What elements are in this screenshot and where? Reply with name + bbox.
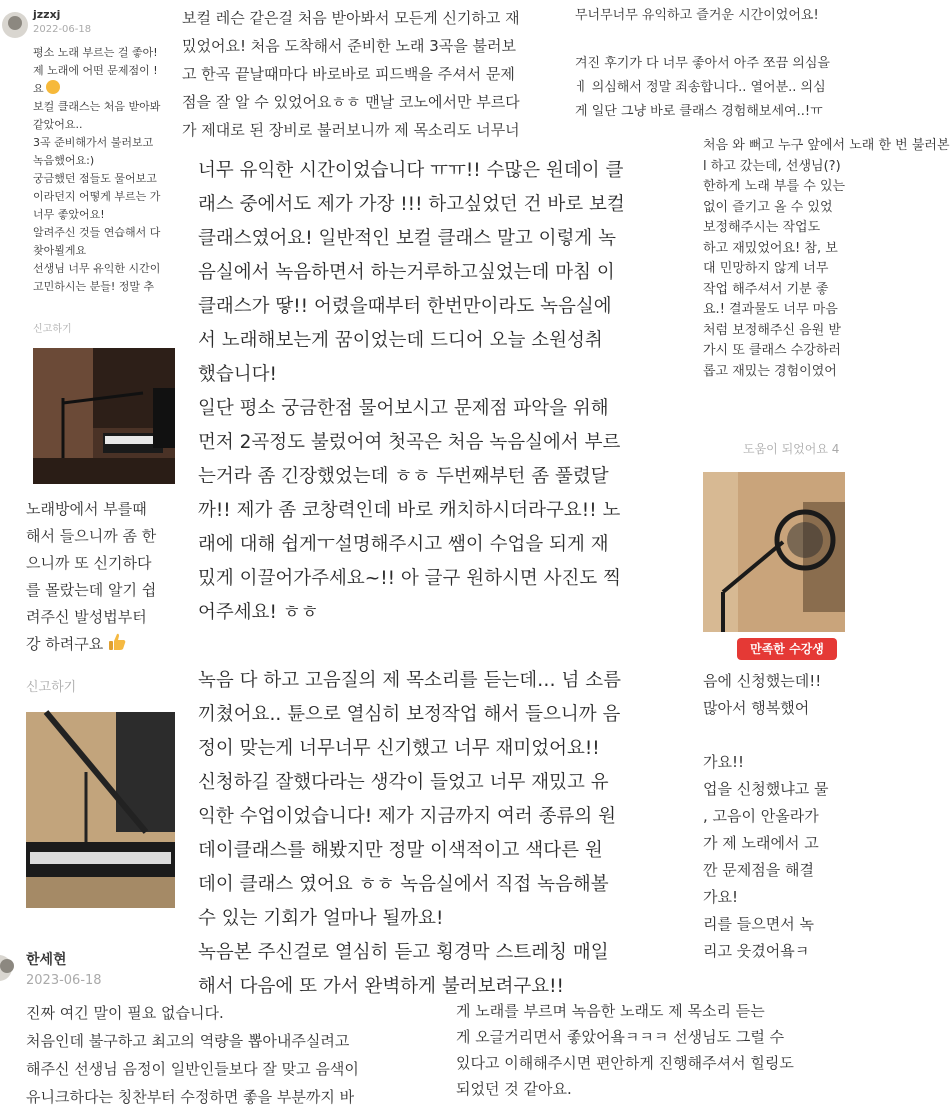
report-link[interactable]: 신고하기: [33, 324, 72, 335]
review-line: 녹음 다 하고 고음질의 제 목소리를 듣는데… 넘 소름: [198, 670, 621, 691]
review-line: l 하고 갔는데, 선생님(?): [703, 158, 841, 174]
review-line: 는거라 좀 긴장했었는데 ㅎㅎ 두번째부턴 좀 풀렸달: [198, 466, 609, 487]
review-line: 제 노래에 어떤 문제점이 !: [33, 64, 158, 77]
review-line: 게 일단 그냥 바로 클래스 경험해보세여..!ㅠ: [575, 104, 823, 119]
review-line: 익한 수업이었습니다! 제가 지금까지 여러 종류의 원: [198, 806, 616, 827]
review-line: 으니까 또 신기하다: [26, 554, 152, 572]
review-text: [26, 999, 359, 1111]
review-line: 데이클래스를 해봤지만 정말 이색적이고 색다른 원: [198, 840, 603, 861]
review-line: 서 노래해보는게 꿈이었는데 드디어 오늘 소원성취: [198, 330, 603, 351]
review-photo-microphone[interactable]: [703, 472, 845, 632]
review-line: 가 제 노래에서 고: [703, 834, 819, 852]
review-text-continued: [703, 136, 950, 382]
bottom-right-review-card: [440, 998, 860, 1100]
review-line: 려주신 발성법부터: [26, 608, 147, 626]
thumbs-up-icon: [107, 632, 127, 661]
review-text: [575, 4, 830, 124]
review-line: 음실에서 녹음하면서 하는거루하고싶었는데 마침 이: [198, 262, 615, 283]
review-line: 강 하려구요: [26, 631, 156, 661]
review-line: 작업 해주셔서 기분 좋: [703, 281, 829, 297]
review-photo-studio[interactable]: [33, 348, 175, 484]
review-line: 어주세요! ㅎㅎ: [198, 602, 319, 623]
review-text: [456, 998, 794, 1102]
review-line: 처음인데 불구하고 최고의 역량을 뽑아내주실려고: [26, 1032, 350, 1050]
review-line: [703, 722, 828, 749]
review-line: [575, 28, 830, 52]
review-line: 깐 문제점을 해결: [703, 861, 814, 879]
review-line: 궁금했던 점들도 물어보고: [33, 172, 157, 185]
review-line: 한하게 노래 부를 수 있는: [703, 179, 846, 194]
review-line: 같았어요..: [33, 118, 83, 131]
username: 한세현: [26, 952, 67, 968]
review-line: 유니크하다는 칭찬부터 수정하면 좋을 부분까지 바: [26, 1088, 355, 1106]
review-line: 데이 클래스 였어요 ㅎㅎ 녹음실에서 직접 녹음해볼: [198, 874, 609, 895]
helpful-count[interactable]: 도움이 되었어요 4: [743, 442, 840, 456]
review-paragraph-2: [198, 392, 621, 630]
review-line: 있다고 이해해주시면 편안하게 진행해주셔서 힐링도: [456, 1054, 794, 1072]
review-line: 되었던 것 같아요.: [456, 1080, 572, 1098]
review-line: 3곡 준비해가서 불러보고: [33, 136, 154, 149]
review-paragraph-3: [198, 664, 621, 1004]
review-line: 가요!!: [703, 753, 745, 771]
review-line: 신청하길 잘했다라는 생각이 들었고 너무 재밌고 유: [198, 772, 609, 793]
avatar: [2, 12, 28, 38]
review-line: 선생님 너무 유익한 시간이: [33, 262, 161, 275]
review-line: 게 노래를 부르며 녹음한 노래도 제 목소리 듣는: [456, 1002, 765, 1020]
review-text-more: [703, 668, 828, 965]
review-line: 래에 대해 쉽게ㅜ설명해주시고 쌤이 수업을 되게 재: [198, 534, 609, 555]
review-line: 없이 즐기고 올 수 있었: [703, 199, 833, 215]
review-line: 해서 다음에 또 가서 완벽하게 불러보려구요!!: [198, 976, 564, 997]
satisfied-student-badge: 만족한 수강생: [737, 638, 837, 660]
review-line: 너무 유익한 시간이었습니다 ㅠㅠ!! 수많은 원데이 클: [198, 160, 624, 181]
review-line: 가시 또 클래스 수강하러: [703, 343, 841, 358]
review-line: 업을 신청했냐고 물: [703, 780, 829, 798]
review-line: 먼저 2곡정도 불렀어여 첫곡은 처음 녹음실에서 부르: [198, 432, 621, 453]
review-line: 많아서 행복했어: [703, 699, 810, 717]
review-line: 리를 들으면서 녹: [703, 915, 814, 933]
review-line: 평소 노래 부르는 걸 좋아!: [33, 46, 158, 59]
username: jzzxj: [33, 8, 61, 21]
review-line: 대 민망하지 않게 너무: [703, 261, 829, 276]
review-line: 알려주신 것들 연습해서 다: [33, 226, 161, 239]
review-line: 점을 잘 알 수 있었어요ㅎㅎ 맨날 코노에서만 부르다: [182, 93, 520, 111]
studio-photo-drawing: [33, 348, 175, 484]
review-line: 보컬 레슨 같은걸 처음 받아봐서 모든게 신기하고 재: [182, 9, 520, 27]
review-line: 클래스가 땋!! 어렸을때부터 한번만이라도 녹음실에: [198, 296, 612, 317]
review-line: 수 있는 기회가 얼마나 될까요!: [198, 908, 444, 929]
review-line: 녹음본 주신걸로 열심히 듣고 횡경막 스트레칭 매일: [198, 942, 609, 963]
review-line: 하고 재밌었어요! 참, 보: [703, 240, 838, 256]
review-line: 무너무너무 유익하고 즐거운 시간이었어요!: [575, 8, 819, 23]
review-line: 너무 좋았어요!: [33, 208, 105, 221]
review-date: 2023-06-18: [26, 973, 102, 988]
review-line: 이라던지 어떻게 부르는 가: [33, 190, 161, 203]
review-line: 음에 신청했는데!!: [703, 672, 822, 690]
review-line: 게 오글거리면서 좋았어욬ㅋㅋㅋ 선생님도 그럴 수: [456, 1028, 785, 1046]
review-line: 처럼 보정해주신 음원 받: [703, 322, 841, 338]
review-line: 가 제대로 된 장비로 불러보니까 제 목소리도 너무너: [182, 121, 520, 139]
review-line: 보컬 클래스는 처음 받아봐: [33, 100, 161, 113]
main-review-card: [182, 148, 682, 1000]
review-line: 진짜 여긴 말이 필요 없습니다.: [26, 1004, 224, 1022]
review-line: 일단 평소 궁금한점 물어보시고 문제점 파악을 위해: [198, 398, 609, 419]
review-text: [33, 44, 160, 296]
review-text-continued: [26, 496, 156, 661]
keyboard-photo-drawing: [26, 712, 175, 908]
review-line: 고 한곡 끝날때마다 바로바로 피드백을 주셔서 문제: [182, 65, 515, 83]
review-line: 겨진 후기가 다 너무 좋아서 아주 쪼끔 의심을: [575, 56, 830, 71]
review-line: ㅔ 의심해서 정말 죄송합니다.. 열어분.. 의심: [575, 80, 826, 95]
review-line: 까!! 제가 좀 코창력인데 바로 캐치하시더라구요!! 노: [198, 500, 621, 521]
review-photo-keyboard[interactable]: [26, 712, 175, 908]
review-text: [182, 4, 520, 144]
review-line: 해서 들으니까 좀 한: [26, 527, 157, 545]
avatar: [0, 955, 12, 981]
review-line: 해주신 선생님 음정이 일반인들보다 잘 맞고 음색이: [26, 1060, 359, 1078]
review-line: 요: [33, 80, 160, 98]
review-line: 를 몰랐는데 알기 쉽: [26, 581, 157, 599]
review-line: 래스 중에서도 제가 가장 !!! 하고싶었던 건 바로 보컬: [198, 194, 625, 215]
review-line: 끼쳤어요.. 튠으로 열심히 보정작업 해서 들으니까 음: [198, 704, 621, 725]
microphone-photo-drawing: [703, 472, 845, 632]
report-link[interactable]: 신고하기: [26, 680, 77, 695]
review-paragraph-1: [198, 154, 625, 392]
review-line: 리고 웃겼어욬ㅋ: [703, 942, 810, 960]
review-line: 클래스였어요! 일반적인 보컬 클래스 말고 이렇게 녹: [198, 228, 616, 249]
review-line: , 고음이 안올라가: [703, 807, 819, 825]
review-line: 밌게 이끌어가주세요~!! 아 글구 원하시면 사진도 찍: [198, 568, 622, 589]
review-line: 밌었어요! 처음 도착해서 준비한 노래 3곡을 불러보: [182, 37, 516, 55]
top-middle-review-card: [170, 0, 565, 150]
review-line: 찾아뵐게요: [33, 244, 87, 257]
review-line: 가요!: [703, 888, 738, 906]
review-line: 고민하시는 분들! 정말 추: [33, 280, 155, 293]
review-line: 롭고 재밌는 경험이였어: [703, 363, 837, 379]
smile-emoji-icon: [46, 80, 60, 94]
review-date: 2022-06-18: [33, 24, 92, 35]
review-line: 보정해주시는 작업도: [703, 220, 821, 235]
review-line: 노래방에서 부를때: [26, 500, 147, 518]
review-line: 정이 맞는게 너무너무 신기했고 너무 재미었어요!!: [198, 738, 600, 759]
review-line: 녹음했어요:): [33, 154, 95, 167]
review-line: 처음 와 뻐고 누구 앞에서 노래 한 번 불러본: [703, 138, 950, 153]
review-line: 했습니다!: [198, 364, 277, 385]
review-line: 요.! 결과물도 너무 마음: [703, 302, 838, 317]
